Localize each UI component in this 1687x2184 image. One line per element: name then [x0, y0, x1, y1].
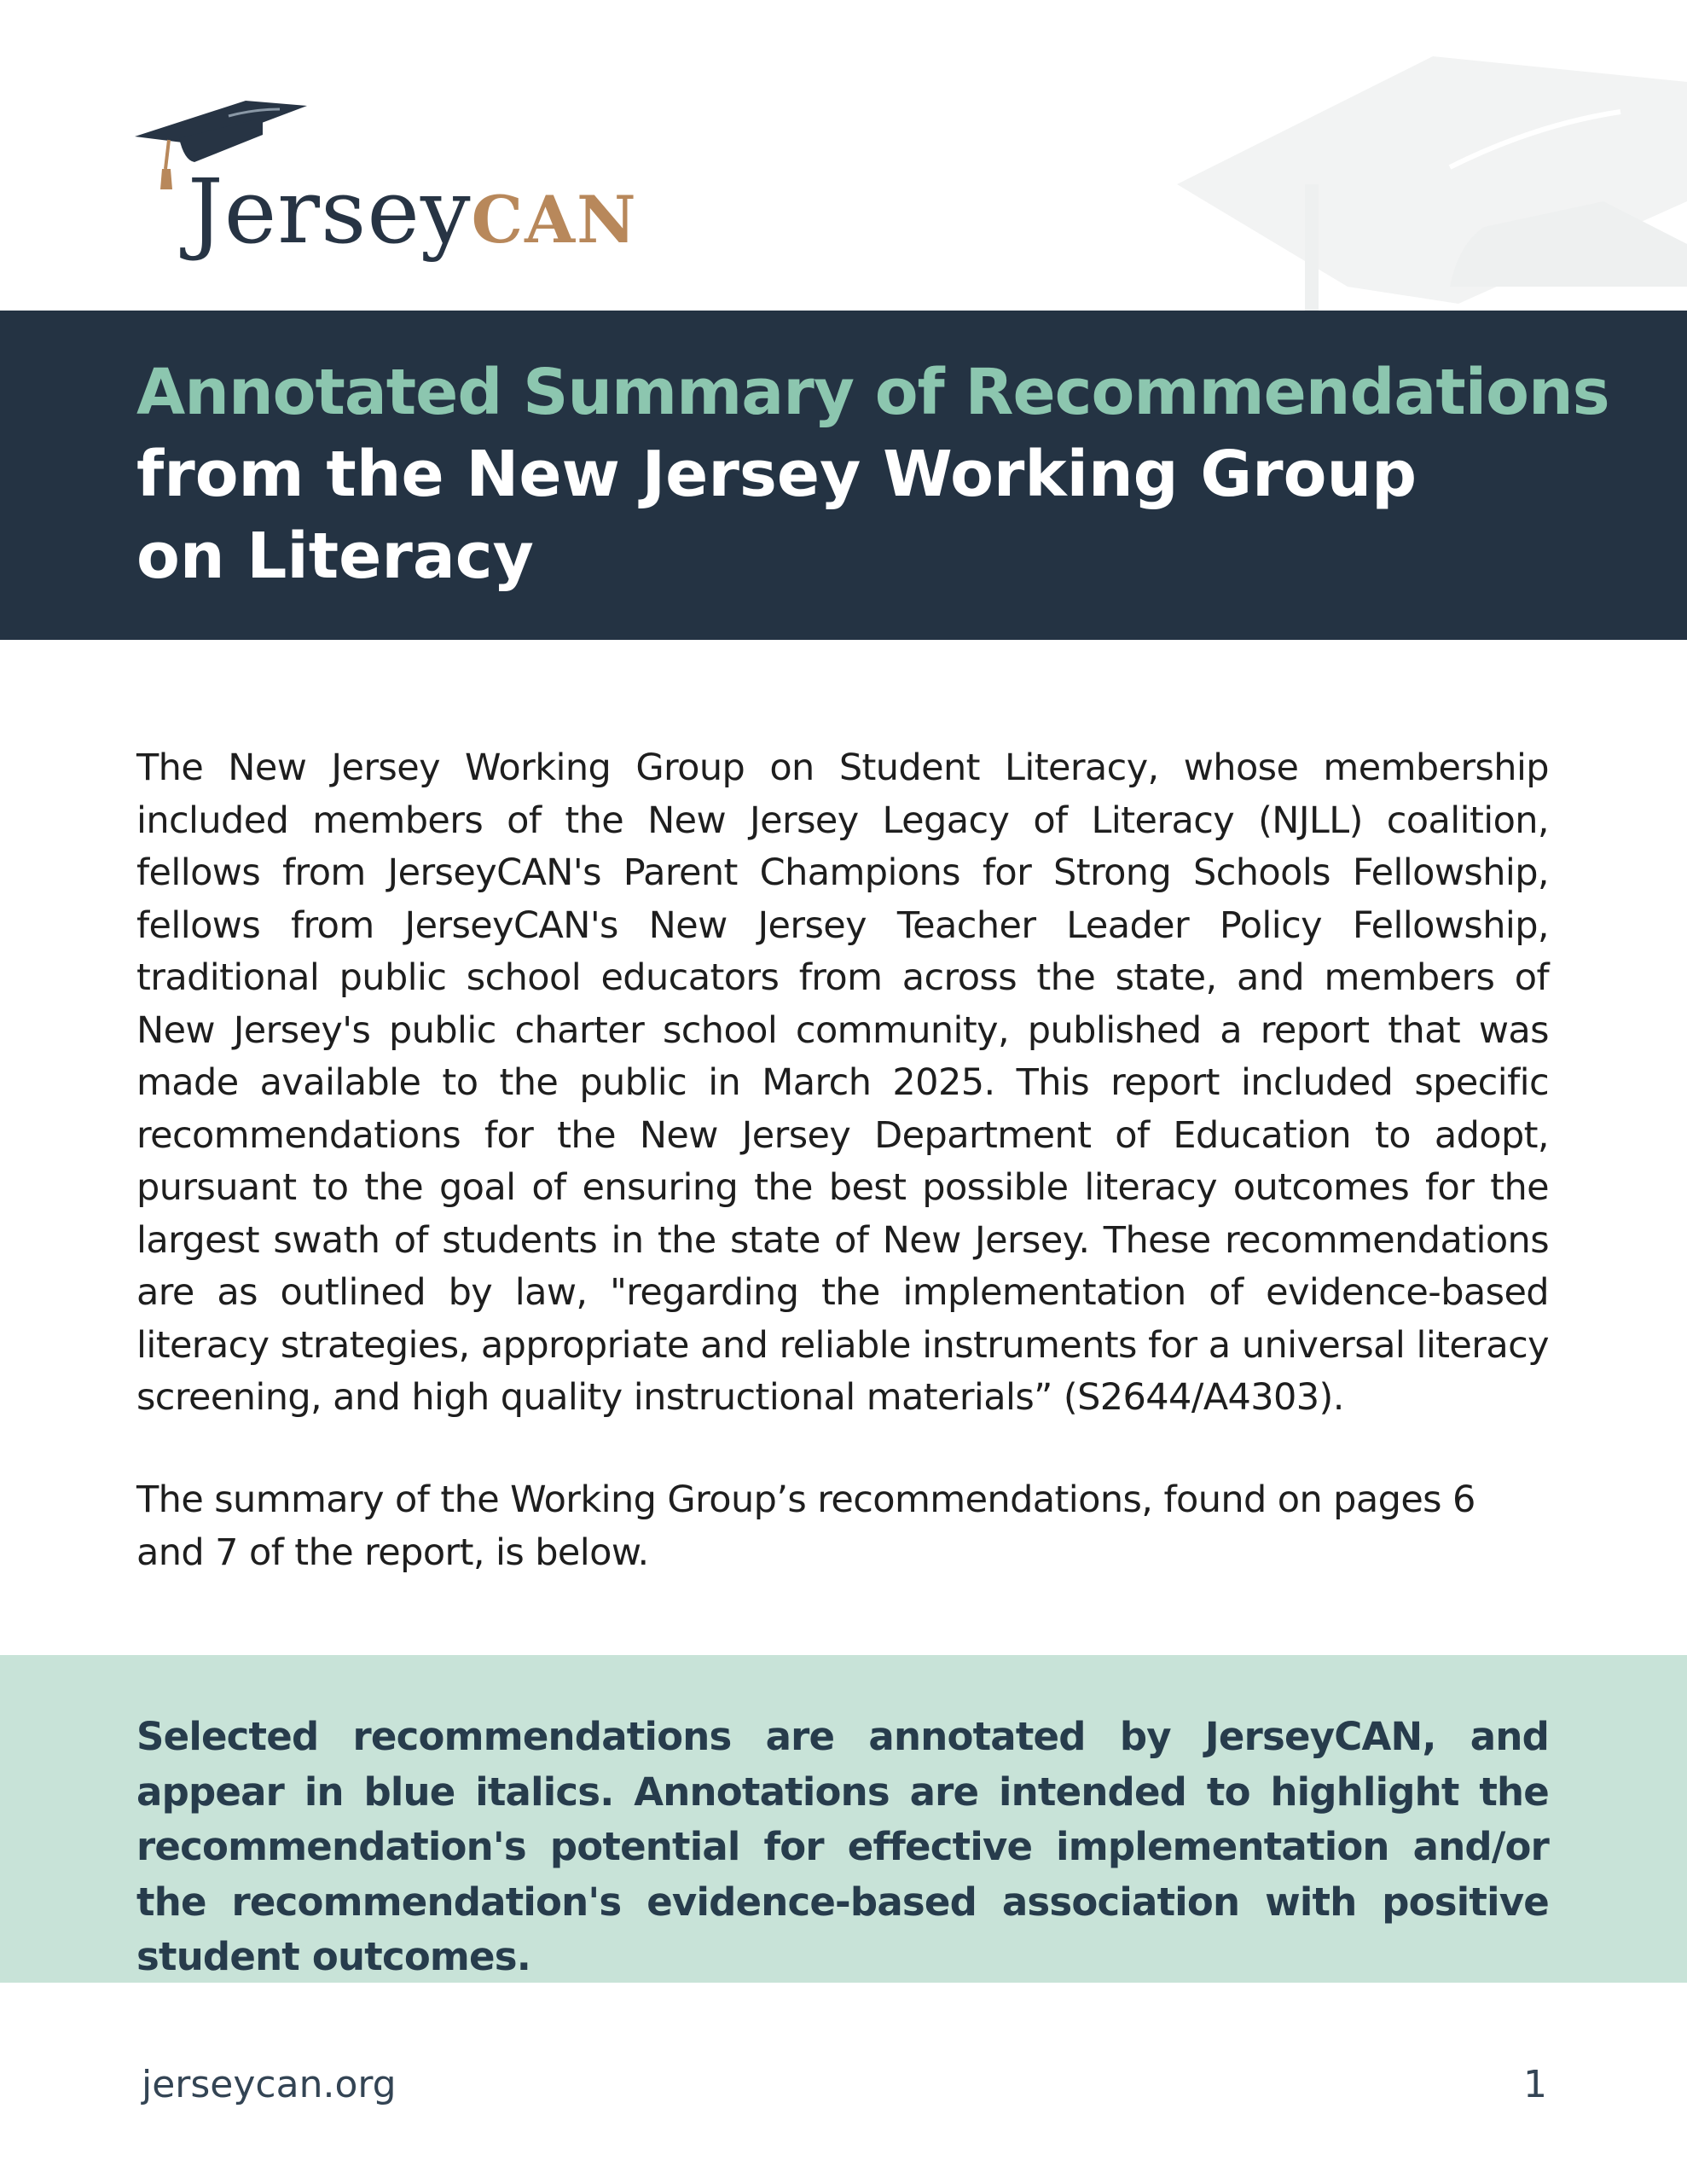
jerseycan-logo — [135, 101, 646, 264]
footer-website-link[interactable]: jerseycan.org — [142, 2063, 397, 2106]
intro-paragraph: The New Jersey Working Group on Student Literacy, whose membership included members of the New Jersey Legacy of Literacy (NJLL) coalition, fellows from JerseyCAN's Parent Champions for Strong Schools Fellowship, fellows from JerseyCAN's New Jersey Teacher Leader Policy Fellowship, traditional public school educators from across the state, and members of New Jersey's public charter school community, published a report that was made available to the public in March 2025. This report included specific recommendations for the New Jersey Department of Education to adopt, pursuant to the goal of ensuring the best possible literacy outcomes for the largest swath of students in the state of New Jersey. These recommendations are as outlined by law, "regarding the implementation of evidence-based literacy strategies, appropriate and reliable instruments for a universal literacy screening, and high quality instructional materials” (S2644/A4303). — [136, 746, 1549, 1419]
title-line-2: from the New Jersey Working Group — [136, 438, 1417, 511]
title-line-1: Annotated Summary of Recommendations — [136, 356, 1609, 429]
summary-paragraph: The summary of the Working Group’s recommendations, found on pages 6 and 7 of the report, is below. — [136, 1478, 1475, 1574]
logo-wordmark — [188, 160, 638, 264]
logo-text-can: CAN — [471, 182, 638, 258]
annotation-text: Selected recommendations are annotated by JerseyCAN, and appear in blue italics. Annotations are intended to highlight the recommendation's potential for effective implementation and/or the recommendation's evidence-based association with positive student outcomes. — [136, 1714, 1549, 1979]
title-line-3: on Literacy — [136, 520, 534, 593]
background-graduation-cap-icon — [1177, 31, 1687, 312]
logo-text-jersey: Jersey — [188, 160, 472, 264]
page-number: 1 — [1523, 2063, 1547, 2106]
